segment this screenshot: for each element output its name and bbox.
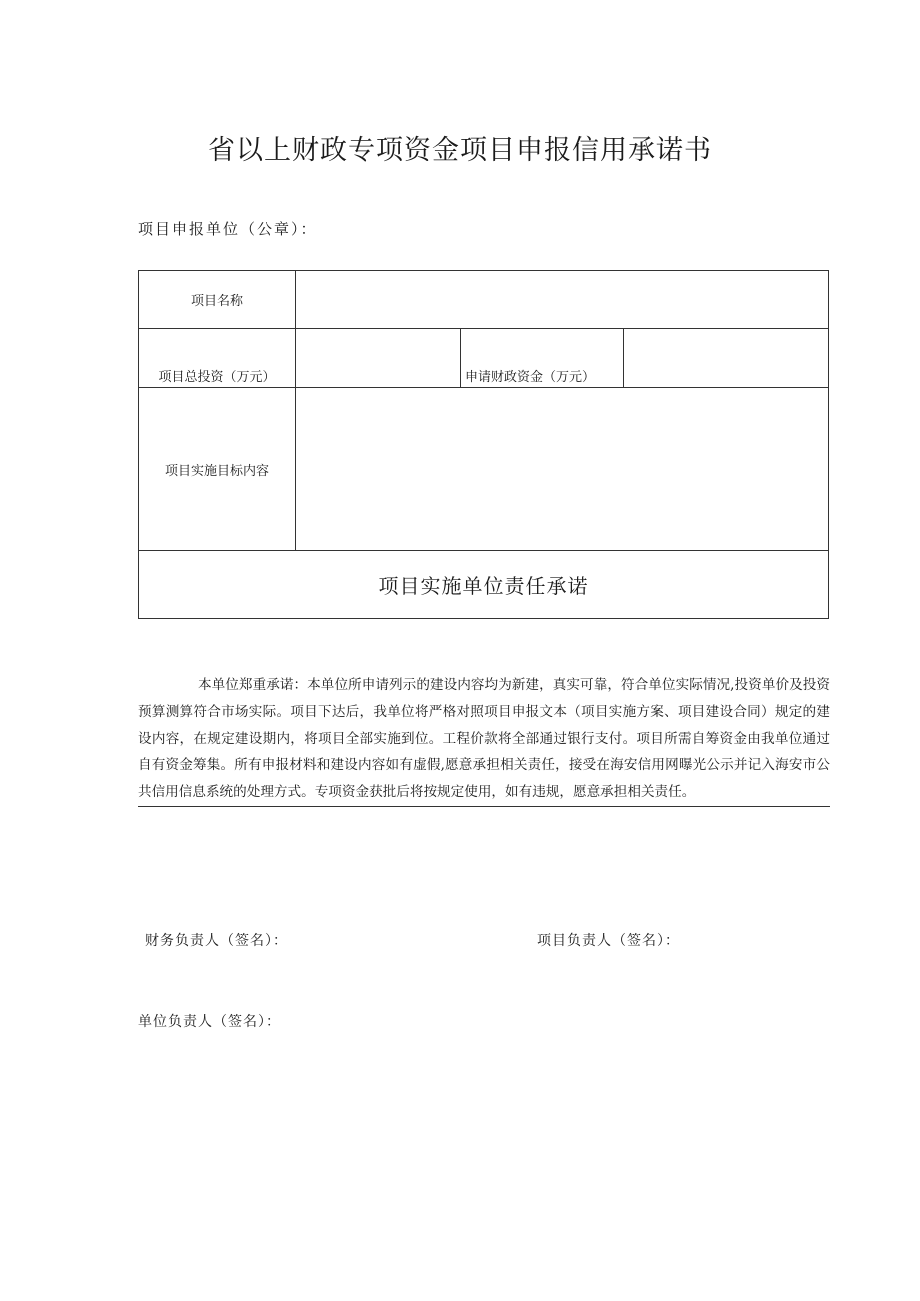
total-investment-label: 项目总投资（万元） — [139, 329, 296, 388]
document-title: 省以上财政专项资金项目申报信用承诺书 — [208, 135, 712, 166]
commitment-heading: 项目实施单位责任承诺 — [139, 551, 829, 619]
target-content-label: 项目实施目标内容 — [139, 388, 296, 551]
project-signature-label: 项目负责人（签名）： — [537, 933, 680, 949]
project-name-field[interactable] — [296, 271, 829, 329]
application-form-table — [138, 270, 829, 619]
project-name-row — [139, 271, 829, 329]
applicant-unit-label: 项目申报单位（公章）： — [138, 220, 318, 238]
finance-signature-label: 财务负责人（签名）： — [145, 933, 288, 949]
investment-row — [139, 329, 829, 388]
fiscal-fund-field[interactable] — [624, 329, 829, 388]
target-content-field[interactable] — [296, 388, 829, 551]
project-name-label: 项目名称 — [139, 271, 296, 329]
total-investment-field[interactable] — [296, 329, 461, 388]
unit-signature-label: 单位负责人（签名）： — [138, 1014, 281, 1030]
fiscal-fund-label: 申请财政资金（万元） — [461, 329, 624, 388]
target-content-row — [139, 388, 829, 551]
commitment-text: 本单位郑重承诺：本单位所申请列示的建设内容均为新建，真实可靠，符合单位实际情况,投资单价及投资预算测算符合市场实际。项目下达后，我单位将严格对照项目申报文本（项目实施方案、项目建设合同）规定的建设内容，在规定建设期内，将项目全部实施到位。工程价款将全部通过银行支付。项目所需自筹资金由我单位通过自有资金筹集。所有申报材料和建设内容如有虚假,愿意承担相关责任，接受在海安信用网曝光公示并记入海安市公共信用信息系统的处理方式。专项资金获批后将按规定使用，如有违规，愿意承担相关责任。 — [138, 672, 830, 807]
commitment-heading-row — [139, 551, 829, 619]
